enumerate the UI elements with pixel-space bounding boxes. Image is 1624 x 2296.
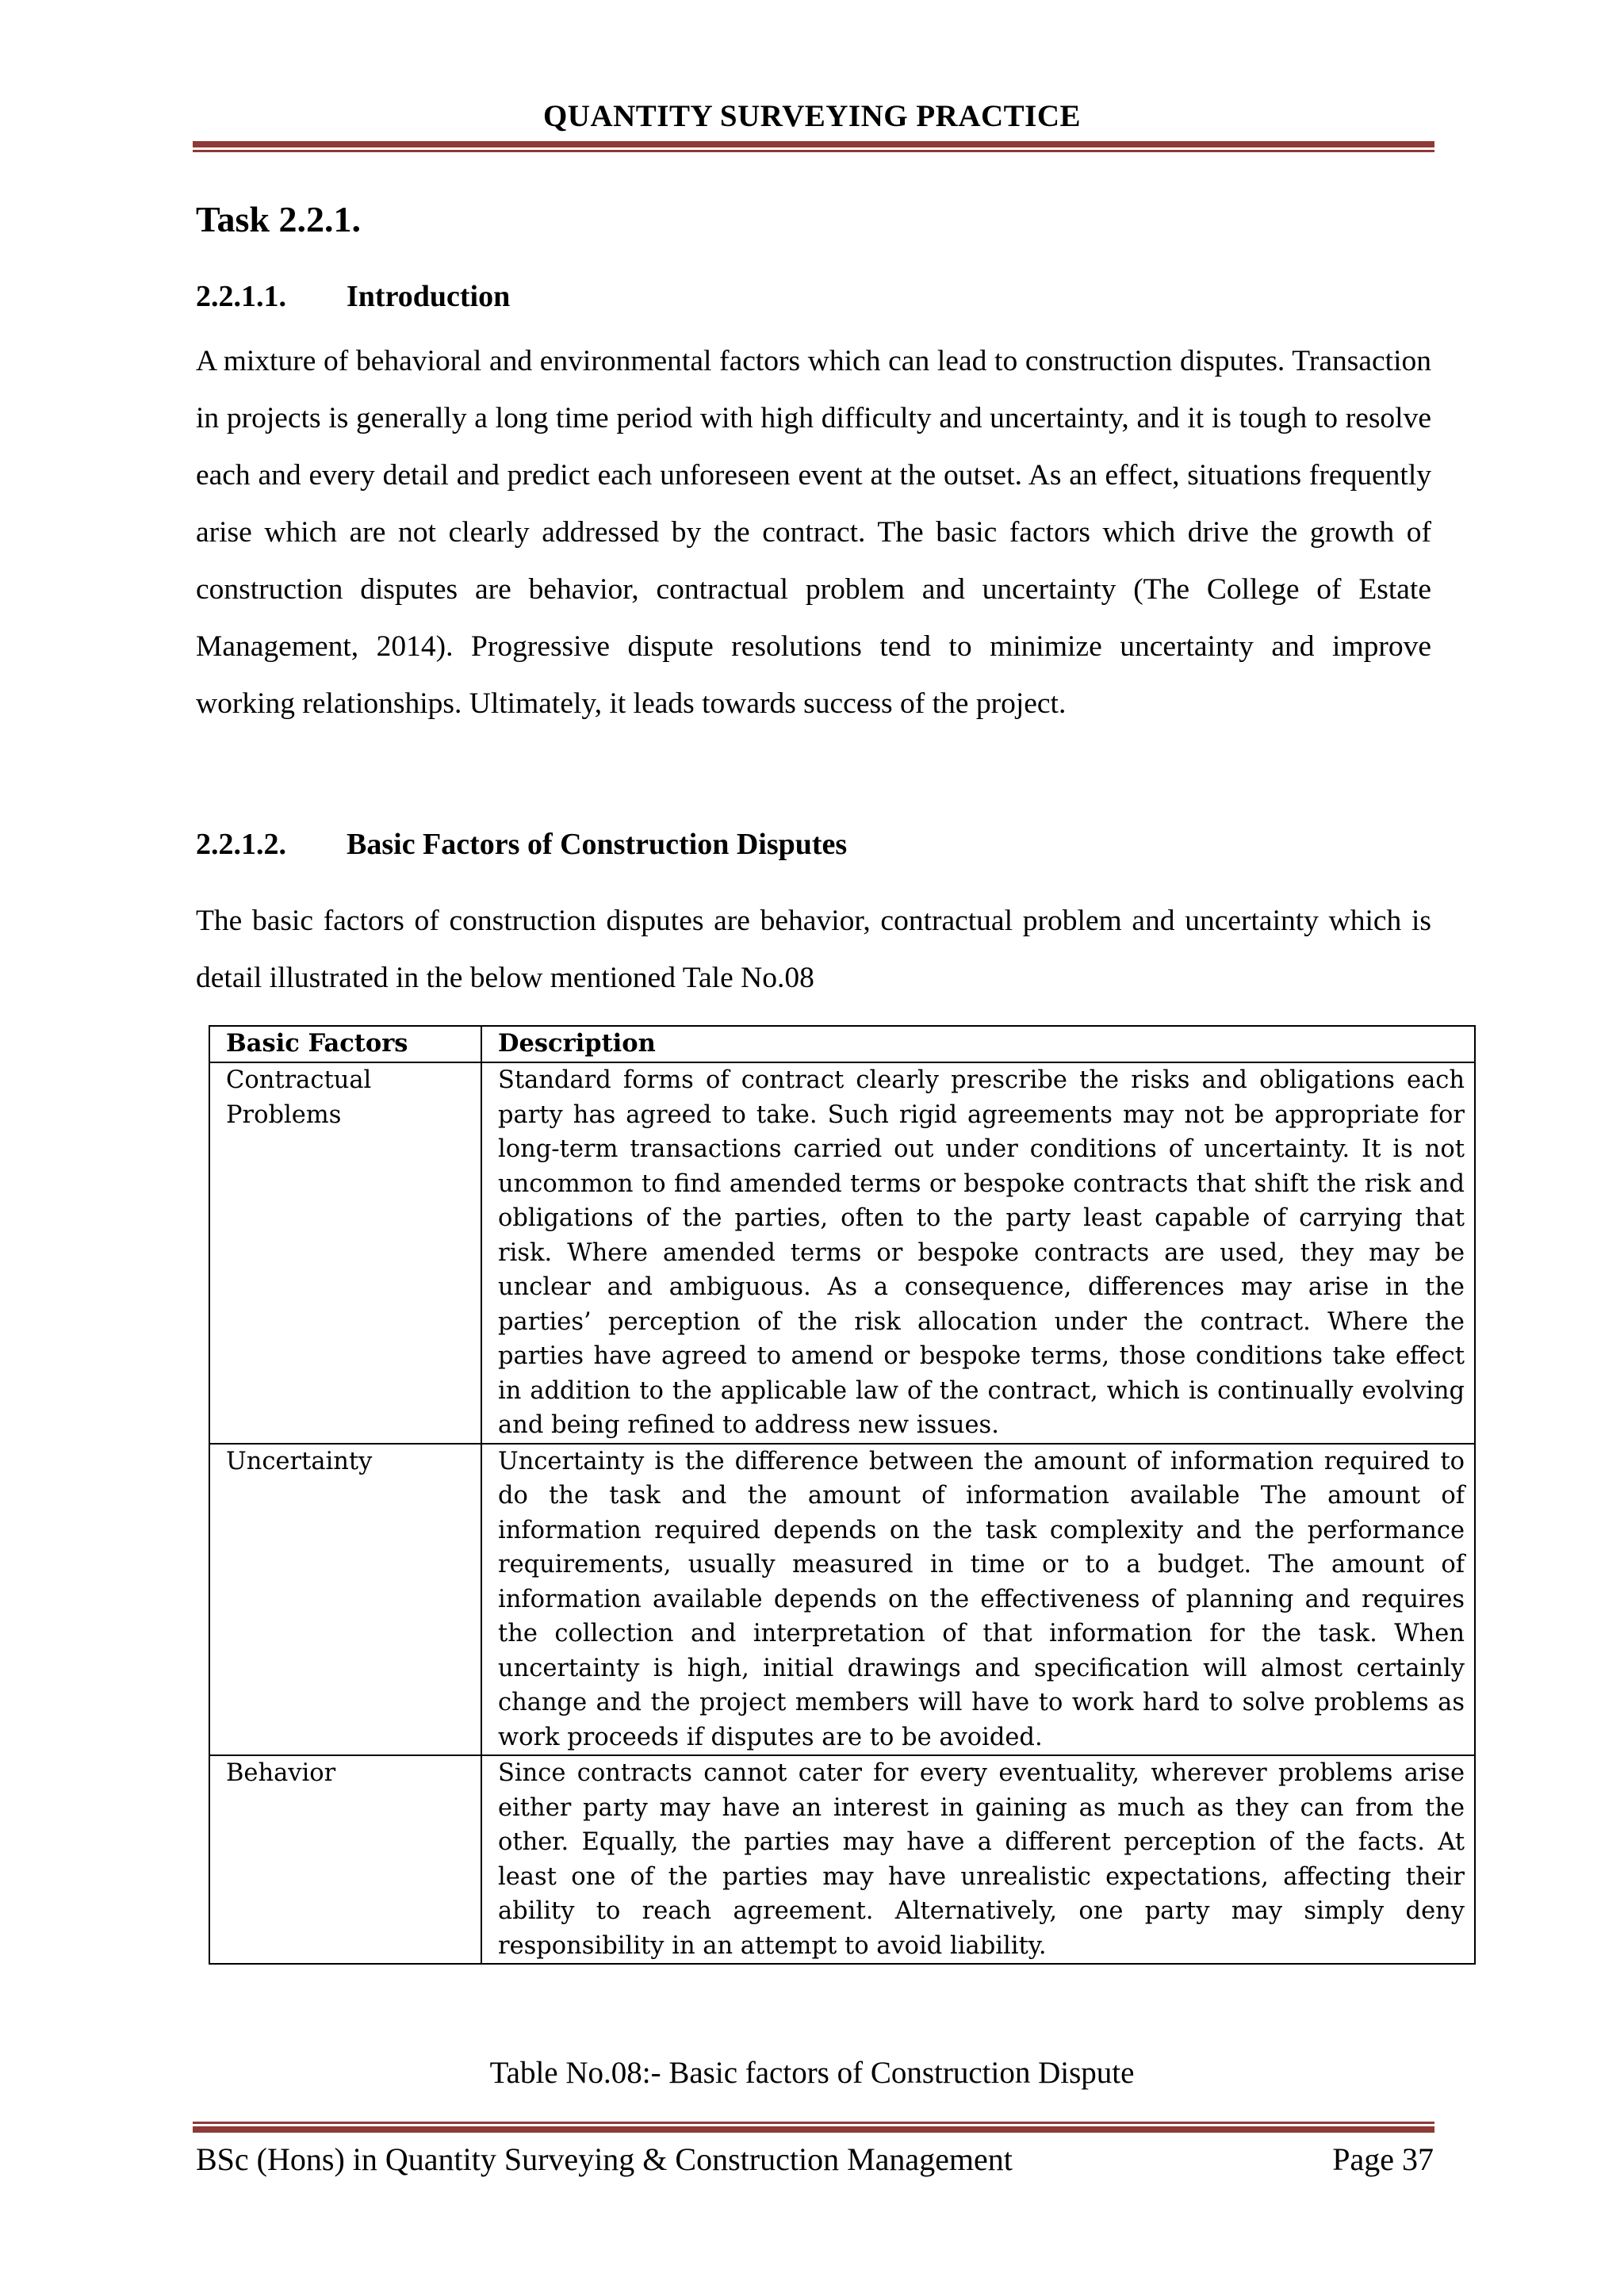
section-number: 2.2.1.1. bbox=[196, 280, 286, 313]
footer-rule-thick bbox=[193, 2126, 1434, 2133]
table-header-row bbox=[209, 1026, 1475, 1062]
page-header-title: QUANTITY SURVEYING PRACTICE bbox=[542, 99, 1082, 133]
table-header-description: Description bbox=[481, 1026, 1475, 1062]
table-row bbox=[209, 1062, 1475, 1444]
header-rule-thin bbox=[193, 150, 1434, 152]
factor-name: Uncertainty bbox=[226, 1447, 373, 1475]
basic-factors-paragraph: The basic factors of construction disputes are behavior, contractual problem and uncertainty which is detail illustrated in the below mentioned Tale No.08 bbox=[196, 905, 1431, 994]
table-row bbox=[209, 1755, 1475, 1964]
table-header-basic-factors: Basic Factors bbox=[209, 1026, 481, 1062]
factor-cell bbox=[209, 1062, 481, 1444]
section-heading-basic-factors bbox=[196, 827, 847, 862]
footer-rule bbox=[193, 2122, 1434, 2133]
header-rule bbox=[193, 141, 1434, 152]
factor-cell bbox=[209, 1755, 481, 1964]
factor-name: Contractual Problems bbox=[226, 1066, 372, 1129]
factor-name: Behavior bbox=[226, 1759, 336, 1787]
section-heading-introduction bbox=[196, 279, 510, 314]
footer-page-number: Page 37 bbox=[1332, 2141, 1434, 2177]
header-rule-thick bbox=[193, 141, 1434, 147]
table-row bbox=[209, 1444, 1475, 1756]
basic-factors-table bbox=[209, 1025, 1476, 1965]
section-title: Basic Factors of Construction Disputes bbox=[347, 828, 848, 861]
description-cell: Since contracts cannot cater for every eventuality, wherever problems arise either party may have an interest in gaining as much as they can from the other. Equally, the parties may have a different perception of the facts. At least one of the parties may have unrealistic expectations, affecting their ability to reach agreement. Alternatively, one party may simply deny responsibility in an attempt to avoid liability. bbox=[481, 1755, 1475, 1964]
description-cell: Standard forms of contract clearly prescribe the risks and obligations each party has agreed to take. Such rigid agreements may not be appropriate for long-term transactions carried out under conditions of uncertainty. It is not uncommon to find amended terms or bespoke contracts that shift the risk and obligations of the parties, often to the party least capable of carrying that risk. Where amended terms or bespoke contracts are used, they may be unclear and ambiguous. As a consequence, differences may arise in the parties’ perception of the risk allocation under the contract. Where the parties have agreed to amend or bespoke terms, those conditions take effect in addition to the applicable law of the contract, which is continually evolving and being refined to address new issues. bbox=[481, 1062, 1475, 1444]
section-number: 2.2.1.2. bbox=[196, 828, 286, 861]
description-cell: Uncertainty is the difference between the amount of information required to do the task and the amount of information available The amount of information required depends on the task complexity and the performance requirements, usually measured in time or to a budget. The amount of information available depends on the effectiveness of planning and requires the collection and interpretation of that information for the task. When uncertainty is high, initial drawings and specification will almost certainly change and the project members will have to work hard to solve problems as work proceeds if disputes are to be avoided. bbox=[481, 1444, 1475, 1756]
footer-program: BSc (Hons) in Quantity Surveying & Construction Management bbox=[196, 2141, 1013, 2177]
section-title: Introduction bbox=[347, 280, 511, 313]
table-caption: Table No.08:- Basic factors of Construction Dispute bbox=[489, 2056, 1135, 2090]
task-title: Task 2.2.1. bbox=[196, 199, 361, 239]
footer-rule-thin bbox=[193, 2122, 1434, 2124]
introduction-paragraph: A mixture of behavioral and environmental factors which can lead to construction disputes. Transaction in projects is generally a long time period with high difficulty and uncertainty, and it is tough to resolve each and every detail and predict each unforeseen event at the outset. As an effect, situations frequently arise which are not clearly addressed by the contract. The basic factors which drive the growth of construction disputes are behavior, contractual problem and uncertainty (The College of Estate Management, 2014). Progressive dispute resolutions tend to minimize uncertainty and improve working relationships. Ultimately, it leads towards success of the project. bbox=[196, 345, 1431, 720]
factor-cell bbox=[209, 1444, 481, 1756]
